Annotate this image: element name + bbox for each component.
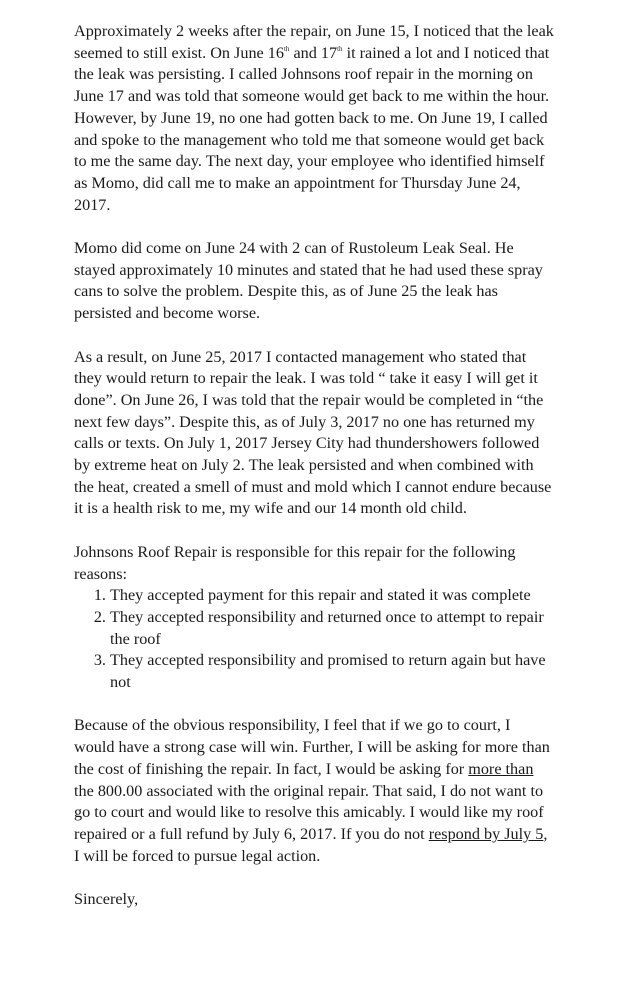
paragraph-legal-warning [74,715,554,867]
paragraph-text: the 800.00 associated with the original repair. That said, I do not want to go to court and would like to resolve this amicably. I would like my roof repaired or a full refund by July 6, 2017. If you do not [74,781,544,843]
reason-item: 1. They accepted payment for this repair and stated it was complete [110,585,554,607]
reason-item: 3. They accepted responsibility and promised to return again but have not [110,650,554,693]
paragraph-repair-timeline [74,21,554,216]
reasons-list [74,585,554,694]
underlined-text: more than [468,759,534,778]
paragraph-text: Because of the obvious responsibility, I feel that if we go to court, I would have a strong case will win. Further, I will be asking for more than the cost of finishing the repair. In fact, I would be asking for [74,716,550,778]
paragraph-text: and 17 [289,43,338,62]
paragraph-momo-visit: Momo did come on June 24 with 2 can of Rustoleum Leak Seal. He stayed approximately 10 minutes and stated that he had used these spray cans to solve the problem. Despite this, as of June 25 the leak has persisted and become worse. [74,239,543,323]
paragraph-text: Approximately 2 weeks after the repair, on June 15, I noticed that the leak seemed to still exist. On June 16 [74,22,554,62]
paragraph-responsibility [74,542,554,694]
paragraph-text: , I will be forced to pursue legal action. [74,824,548,865]
underlined-deadline: respond by July 5 [428,824,544,843]
paragraph-management-contact: As a result, on June 25, 2017 I contacted management who stated that they would return to repair the leak. I was told “ take it easy I will get it done”. On June 26, I was told that the repair would be completed in “the next few days”. Despite this, as of July 3, 2017 no one has returned my calls or texts. On July 1, 2017 Jersey City had thundershowers followed by extreme heat on July 2. The leak persisted and when combined with the heat, created a smell of must and mold which I cannot endure because it is a health risk to me, my wife and our 14 month old child. [74,347,552,518]
closing-salutation: Sincerely, [74,890,139,909]
reason-item: 2. They accepted responsibility and returned once to attempt to repair the roof [110,607,554,650]
letter-body [74,21,554,911]
ordinal-suffix: th [283,44,290,53]
responsibility-intro: Johnsons Roof Repair is responsible for this repair for the following reasons: [74,542,516,583]
ordinal-suffix: th [337,44,343,53]
paragraph-text: it rained a lot and I noticed that the leak was persisting. I called Johnsons roof repair in the morning on June 17 and was told that someone would get back to me within the hour. However, by June 19, no one had gotten back to me. On June 19, I called and spoke to the management who told me that someone would get back to me the same day. The next day, your employee who identified himself as Momo, did call me to make an appointment for Thursday June 24, 2017. [74,43,550,214]
